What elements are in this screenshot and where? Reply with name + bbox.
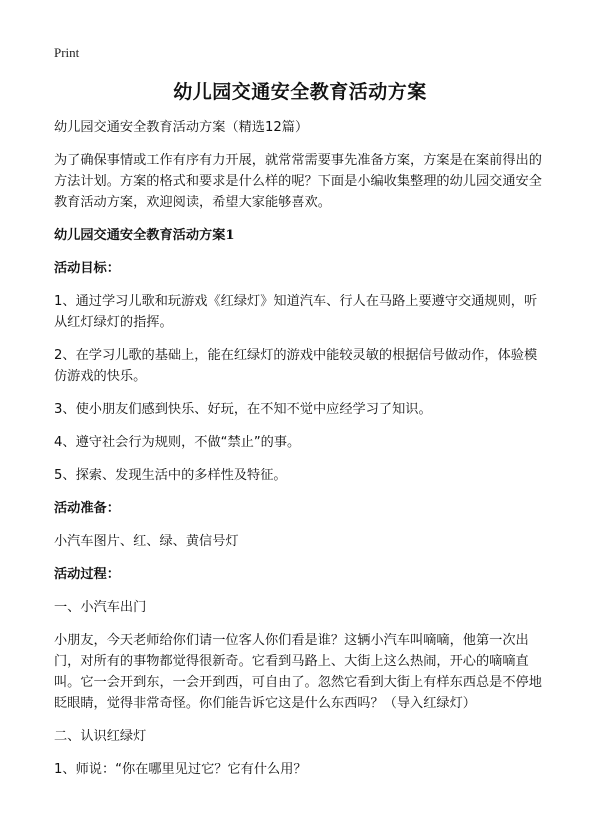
process-heading: 活动过程：	[54, 567, 120, 582]
goal-item: 1、通过学习儿歌和玩游戏《红绿灯》知道汽车、行人在马路上要遵守交通规则，听从红灯绿灯的指挥。	[54, 294, 538, 330]
prep-heading: 活动准备：	[54, 501, 120, 516]
goal-item: 4、遵守社会行为规则，不做“禁止”的事。	[54, 435, 301, 450]
document-title: 幼儿园交通安全教育活动方案	[173, 81, 427, 103]
document-body	[54, 117, 548, 792]
step2-text: 1、师说：“你在哪里见过它？它有什么用？	[54, 762, 307, 777]
goal-item: 5、探索、发现生活中的多样性及特征。	[54, 468, 287, 483]
section-title: 幼儿园交通安全教育活动方案1	[54, 228, 235, 243]
step2-title: 二、认识红绿灯	[54, 729, 147, 744]
goals-heading: 活动目标：	[54, 261, 120, 276]
prep-text: 小汽车图片、红、绿、黄信号灯	[54, 534, 239, 549]
print-link[interactable]: Print	[54, 45, 80, 60]
document-subtitle: 幼儿园交通安全教育活动方案（精选12篇）	[54, 120, 309, 135]
intro-paragraph: 为了确保事情或工作有序有力开展，就常常需要事先准备方案，方案是在案前得出的方法计划。方案的格式和要求是什么样的呢？下面是小编收集整理的幼儿园交通安全教育活动方案，欢迎阅读，希望大家能够喜欢。	[54, 153, 542, 210]
step1-text: 小朋友，今天老师给你们请一位客人你们看是谁？这辆小汽车叫嘀嘀，他第一次出门，对所有的事物都觉得很新奇。它看到马路上、大街上这么热闹，开心的嘀嘀直叫。它一会开到东，一会开到西，可自由了。忽然它看到大街上有样东西总是不停地眨眼睛，觉得非常奇怪。你们能告诉它这是什么东西吗？（导入红绿灯）	[54, 633, 542, 711]
goal-item: 2、在学习儿歌的基础上，能在红绿灯的游戏中能较灵敏的根据信号做动作，体验模仿游戏的快乐。	[54, 348, 538, 384]
step1-title: 一、小汽车出门	[54, 600, 147, 615]
goal-item: 3、使小朋友们感到快乐、好玩，在不知不觉中应经学习了知识。	[54, 402, 432, 417]
